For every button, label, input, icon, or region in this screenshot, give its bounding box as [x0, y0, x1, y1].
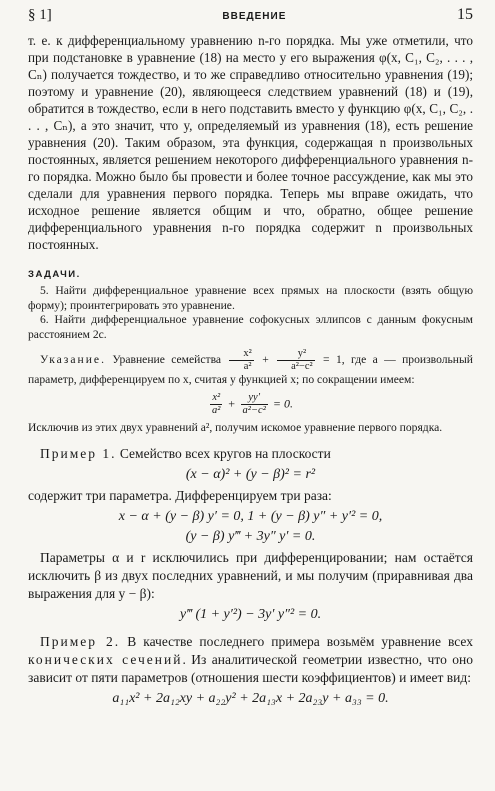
task-5: 5. Найти дифференциальное уравнение всех прямых на плоскости (взять общую форму); проинтегрировать это уравнение. [28, 284, 473, 312]
page-number: 15 [457, 6, 473, 23]
page-header [28, 6, 473, 32]
hint-label: Указание. [40, 353, 106, 367]
tasks-heading: ЗАДАЧИ. [28, 269, 81, 280]
intro-paragraph: т. е. к дифференциальному уравнению n-го порядка. Мы уже отметили, что при подстановке в уравнение (18) на место y его выражения φ(x, C₁, C₂, . . . , Cₙ) получается тождество, и то же справедливо относительно уравнения (19); поэтому и уравнение (20), являющееся следствием уравнений (18) и (19), обратится в тождество, если в него подставить вместо y функцию φ(x, C₁, C₂, . . . , Cₙ), а это значит, что y, определяемый из уравнения (18), есть решение уравнения (20). Таким образом, эта функция, содержащая n произвольных постоянных, является решением некоторого дифференциального уравнения n-го порядка. Можно было бы провести и более точное рассуждение, как мы это сделали для уравнения первого порядка. Теперь мы вправе ожидать, что исходное решение является общим и что, обратно, общее решение дифференциального уравнения n-го порядка содержит n произвольных постоянных. [28, 33, 473, 252]
derivative-equations-1: x − α + (y − β) y′ = 0, 1 + (y − β) y″ + y′² = 0, [118, 509, 383, 524]
example-1-label: Пример 1. [40, 446, 117, 461]
section-marker: § 1] [28, 7, 52, 23]
hint-fraction-2: $\frac{\text{y²}}{\text{a²−c²}}$ [277, 348, 315, 373]
example-1-intro: Пример 1. Семейство всех кругов на плоскости [40, 446, 331, 461]
task-6: 6. Найти дифференциальное уравнение софокусных эллипсов с данным фокусным расстоянием 2c. [28, 313, 473, 341]
conic-sections-term: конических сечений [28, 652, 183, 667]
running-title: ВВЕДЕНИЕ [222, 11, 287, 22]
example-1-text-3: Параметры α и r исключились при дифференцировании; нам остаётся исключить β из двух последних уравнений, и мы получим (приравнивая два выражения для y − β): [28, 550, 473, 601]
circle-differential-equation: y‴ (1 + y′²) − 3y′ y″² = 0. [179, 607, 322, 622]
derivative-equations-2: (y − β) y‴ + 3y″ y′ = 0. [185, 529, 316, 544]
hint-closing: Исключив из этих двух уравнений a², получим искомое уравнение первого порядка. [28, 420, 443, 434]
circle-equation: (x − α)² + (y − β)² = r² [185, 467, 316, 482]
example-2-label: Пример 2. [40, 634, 121, 649]
example-2-text: Пример 2. В качестве последнего примера возьмём уравнение всех конических сечений. Из аналитической геометрии известно, что оно зависит от пяти параметров (отношения шести коэффициентов) и имеет вид: [28, 634, 473, 685]
conic-equation: a₁₁x² + 2a₁₂xy + a₂₂y² + 2a₁₃x + 2a₂₃y + a₃₃ = 0. [112, 691, 389, 706]
example-1-text-2: содержит три параметра. Дифференцируем три раза: [28, 488, 332, 503]
hint-paragraph: Указание. Уравнение семейства $\frac{\text{x²}}{\text{a²}}$ + $\frac{\text{y²}}{\text{a²−c²}}$ = 1, где a — произвольный параметр, дифференцируем по x, считая y функцией x; по сокращении имеем: [28, 348, 473, 386]
hint-fraction-1: $\frac{\text{x²}}{\text{a²}}$ [229, 348, 253, 373]
hint-formula: $\frac{\text{x²}}{\text{a²}}$ + $\frac{yy'}{\text{a²−c²}}$ = 0. [212, 391, 293, 416]
